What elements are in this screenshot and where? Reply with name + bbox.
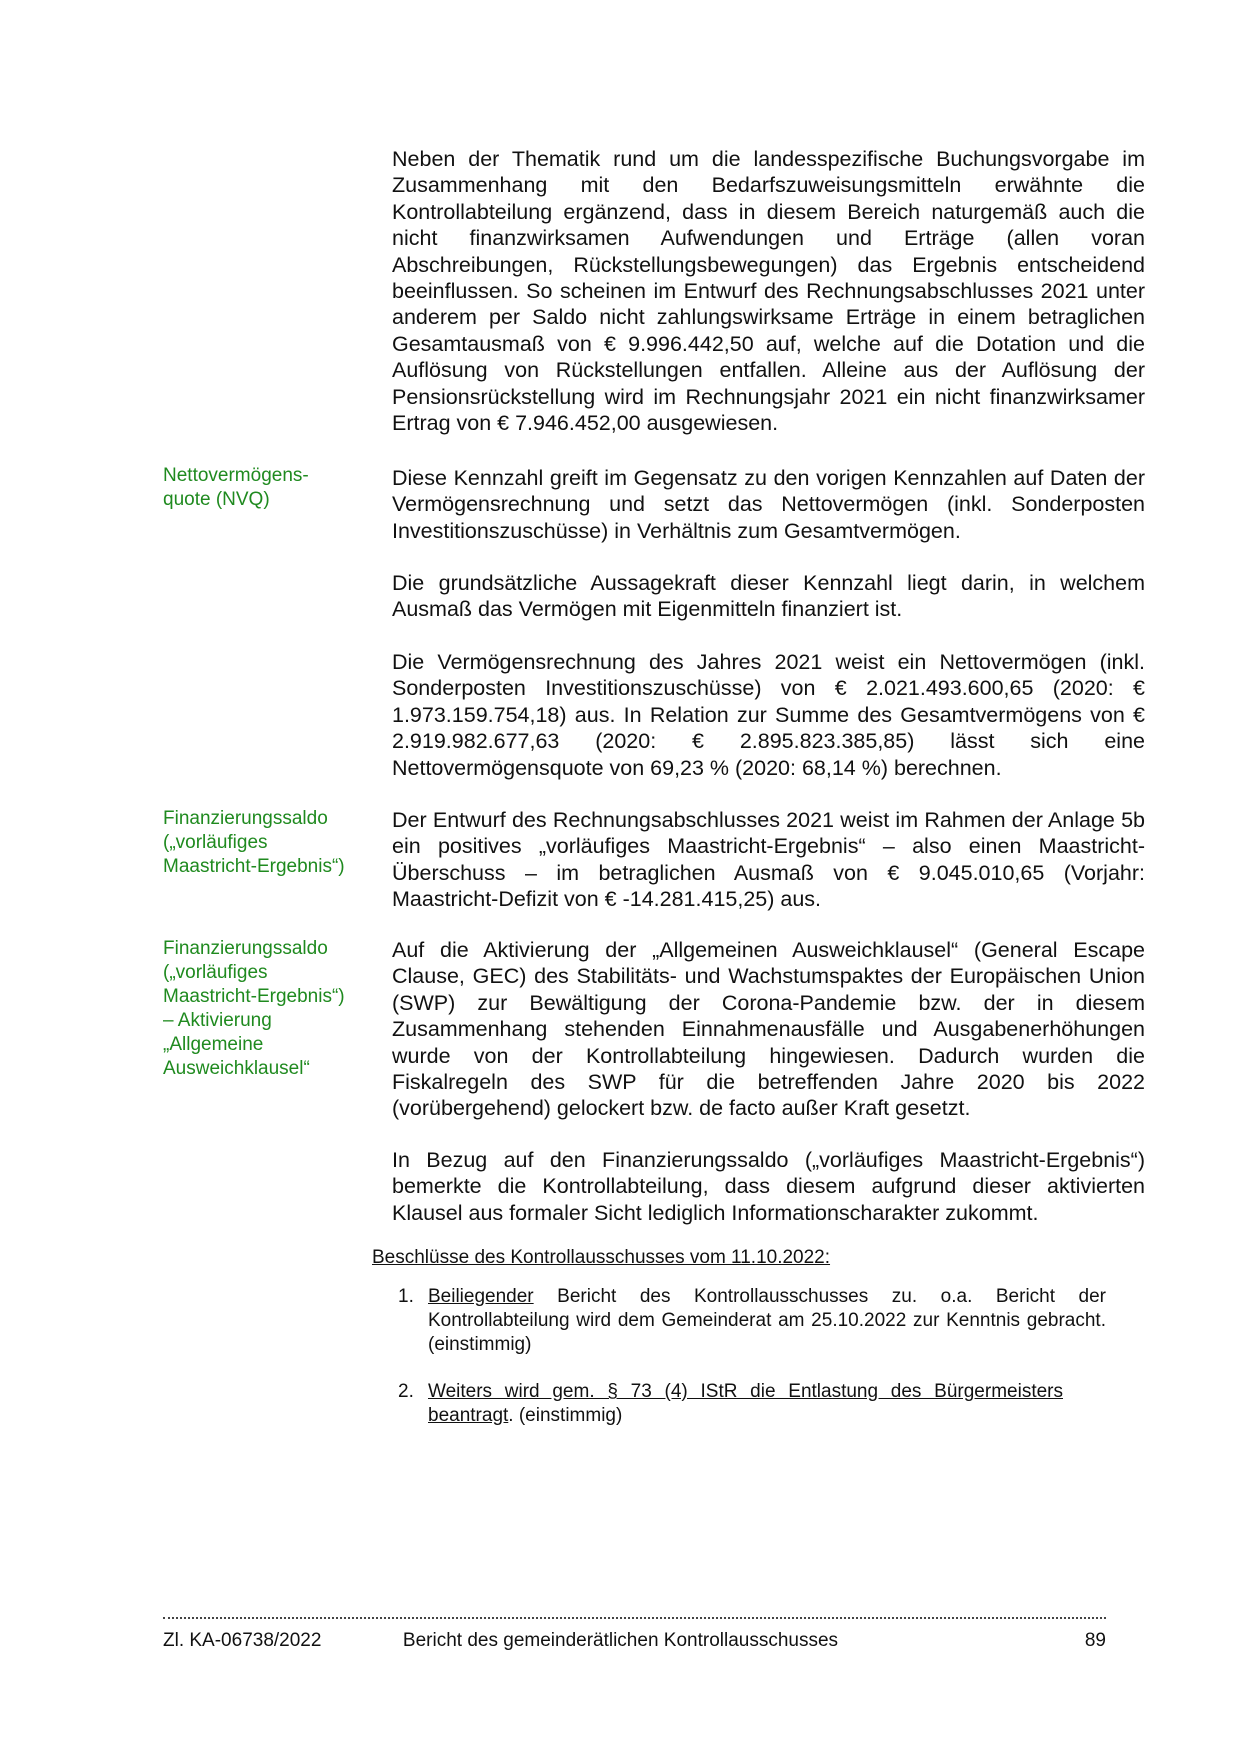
resolution-underlined-text: Beiliegender <box>428 1286 534 1307</box>
footer-title: Bericht des gemeinderätlichen Kontrollausschusses <box>402 1630 839 1651</box>
footer-divider <box>163 1617 1106 1619</box>
resolution-number: 1. <box>398 1286 414 1307</box>
resolution-text <box>428 1380 1063 1428</box>
margin-note-line: Ausweichklausel“ <box>163 1058 310 1079</box>
body-paragraph-5: Der Entwurf des Rechnungsabschlusses 2021 weist im Rahmen der Anlage 5b ein positives „vorläufiges Maastricht-Ergebnis“ – also einen Maastricht-Überschuss – im betraglichen Ausmaß von € 9.045.010,65 (Vorjahr: Maastricht-Defizit von € -14.281.415,25) aus. <box>392 808 1145 912</box>
margin-note-line: („vorläufiges <box>163 832 268 853</box>
resolution-rest-text: Bericht des Kontrollausschusses zu. o.a. Bericht der Kontrollabteilung wird dem Gemeinderat am 25.10.2022 zur Kenntnis gebracht. (einstimmig) <box>428 1286 1106 1355</box>
margin-note-line: („vorläufiges <box>163 962 268 983</box>
margin-note-line: – Aktivierung <box>163 1010 272 1031</box>
margin-note-line: quote (NVQ) <box>163 489 270 510</box>
footer-reference: Zl. KA-06738/2022 <box>163 1630 322 1651</box>
body-paragraph-2: Diese Kennzahl greift im Gegensatz zu den vorigen Kennzahlen auf Daten der Vermögensrechnung und setzt das Nettovermögen (inkl. Sonderposten Investitionszuschüsse) in Verhältnis zum Gesamtvermögen. <box>392 466 1145 543</box>
body-paragraph-6: Auf die Aktivierung der „Allgemeinen Ausweichklausel“ (General Escape Clause, GEC) des Stabilitäts- und Wachstumspaktes der Europäischen Union (SWP) zur Bewältigung der Corona-Pandemie bzw. der in diesem Zusammenhang stehenden Einnahmenausfälle und Ausgabenerhöhungen wurde von der Kontrollabteilung hingewiesen. Dadurch wurden die Fiskalregeln des SWP für die betreffenden Jahre 2020 bis 2022 (vorübergehend) gelockert bzw. de facto außer Kraft gesetzt. <box>392 938 1145 1121</box>
margin-note-line: „Allgemeine <box>163 1034 264 1055</box>
resolution-underlined-text: Weiters wird gem. § 73 (4) IStR die Entlastung des Bürgermeisters beantragt <box>428 1381 1063 1426</box>
resolution-item-1 <box>398 1285 1106 1357</box>
resolution-number: 2. <box>398 1381 414 1402</box>
body-paragraph-3: Die grundsätzliche Aussagekraft dieser Kennzahl liegt darin, in welchem Ausmaß das Vermögen mit Eigenmitteln finanziert ist. <box>392 571 1145 622</box>
margin-note-line: Finanzierungssaldo <box>163 938 328 959</box>
resolution-item-2 <box>398 1380 1106 1428</box>
margin-note-ausweichklausel <box>163 937 363 1081</box>
body-paragraph-7: In Bezug auf den Finanzierungssaldo („vorläufiges Maastricht-Ergebnis“) bemerkte die Kontrollabteilung, dass diesem aufgrund dieser aktivierten Klausel aus formaler Sicht lediglich Informationscharakter zukommt. <box>392 1148 1145 1225</box>
body-paragraph-1: Neben der Thematik rund um die landesspezifische Buchungsvorgabe im Zusammenhang mit den Bedarfszuweisungsmitteln erwähnte die Kontrollabteilung ergänzend, dass in diesem Bereich naturgemäß auch die nicht finanzwirksamen Aufwendungen und Erträge (allen voran Abschreibungen, Rückstellungsbewegungen) das Ergebnis entscheidend beeinflussen. So scheinen im Entwurf des Rechnungsabschlusses 2021 unter anderem per Saldo nicht zahlungswirksame Erträge in einem betraglichen Gesamtausmaß von € 9.996.442,50 auf, welche auf die Dotation und die Auflösung von Rückstellungen entfallen. Alleine aus der Auflösung der Pensionsrückstellung wird im Rechnungsjahr 2021 ein nicht finanzwirksamer Ertrag von € 7.946.452,00 ausgewiesen. <box>392 147 1145 436</box>
margin-note-line: Nettovermögens- <box>163 465 309 486</box>
margin-note-line: Maastricht-Ergebnis“) <box>163 856 345 877</box>
margin-note-finanzierungssaldo <box>163 807 363 879</box>
resolution-text <box>428 1285 1106 1357</box>
margin-note-line: Maastricht-Ergebnis“) <box>163 986 345 1007</box>
margin-note-nvq <box>163 464 363 512</box>
page-number: 89 <box>1084 1630 1106 1651</box>
resolution-rest-text: . (einstimmig) <box>508 1405 623 1426</box>
resolutions-heading: Beschlüsse des Kontrollausschusses vom 11.10.2022: <box>372 1247 831 1268</box>
body-paragraph-4: Die Vermögensrechnung des Jahres 2021 weist ein Nettovermögen (inkl. Sonderposten Investitionszuschüsse) von € 2.021.493.600,65 (2020: € 1.973.159.754,18) aus. In Relation zur Summe des Gesamtvermögens von € 2.919.982.677,63 (2020: € 2.895.823.385,85) lässt sich eine Nettovermögensquote von 69,23 % (2020: 68,14 %) berechnen. <box>392 650 1145 780</box>
margin-note-line: Finanzierungssaldo <box>163 808 328 829</box>
